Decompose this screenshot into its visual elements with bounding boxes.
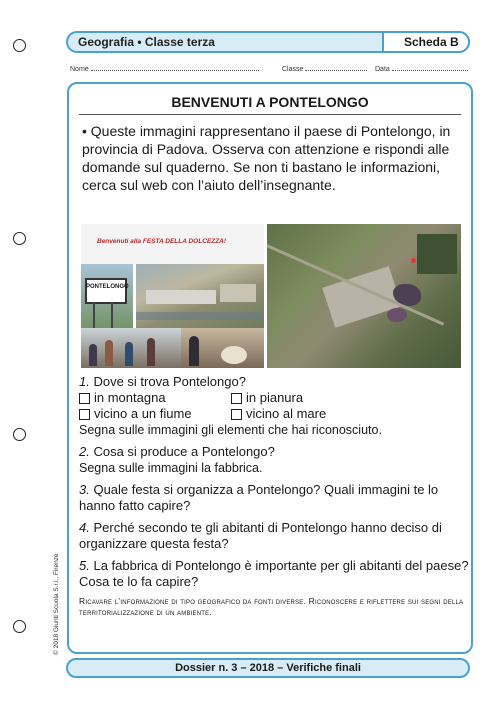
copyright-note: © 2018 Giunti Scuola S.r.l., Firenze bbox=[53, 553, 60, 655]
question-1-options-row-2 bbox=[79, 406, 469, 422]
option-montagna[interactable] bbox=[79, 390, 231, 406]
checkbox-mare[interactable] bbox=[231, 409, 242, 420]
intro-text: • Queste immagini rappresentano il paese di Pontelongo, in provincia di Padova. Osserva con attenzione e rispondi alle domande sul quaderno. Se non ti bastano le informazioni, cerca sul web con l’aiuto dell’insegnante. bbox=[82, 123, 451, 193]
question-1-options-row-1 bbox=[79, 390, 469, 406]
question-5: 5. La fabbrica di Pontelongo è importante per gli abitanti del paese? Cosa te lo fa capire? bbox=[79, 558, 469, 589]
header-bar bbox=[66, 31, 470, 53]
class-field[interactable] bbox=[282, 66, 367, 73]
learning-objective: Ricavare l’informazione di tipo geografico da fonti diverse. Riconoscere e riflettere sui segni della territorializzazione di un ambiente. bbox=[79, 596, 464, 617]
binder-hole-4 bbox=[13, 620, 26, 633]
class-label: Classe bbox=[282, 66, 304, 73]
town-sign-text: PONTELONGO bbox=[86, 284, 129, 290]
checkbox-fiume[interactable] bbox=[79, 409, 90, 420]
subject-label: Geografia • Classe terza bbox=[78, 35, 215, 49]
question-1-hint: Segna sulle immagini gli elementi che hai riconosciuto. bbox=[79, 423, 382, 437]
option-mare-label: vicino al mare bbox=[246, 406, 327, 421]
festival-crowd-photo bbox=[81, 328, 181, 368]
date-label: Data bbox=[375, 66, 390, 73]
option-pianura-label: in pianura bbox=[246, 390, 304, 405]
festa-banner-text: Benvenuti alla FESTA DELLA DOLCEZZA! bbox=[97, 238, 227, 245]
question-4: 4. Perché secondo te gli abitanti di Pontelongo hanno deciso di organizzare questa festa? bbox=[79, 520, 442, 551]
date-field[interactable] bbox=[375, 66, 468, 73]
aerial-town-photo bbox=[136, 264, 264, 328]
question-2: 2. Cosa si produce a Pontelongo? bbox=[79, 444, 275, 459]
question-2-hint: Segna sulle immagini la fabbrica. bbox=[79, 461, 263, 475]
footer-text: Dossier n. 3 – 2018 – Verifiche finali bbox=[175, 662, 361, 674]
binder-hole-1 bbox=[13, 39, 26, 52]
worksheet-panel bbox=[67, 82, 473, 654]
sheet-label: Scheda B bbox=[404, 35, 459, 49]
binder-hole-2 bbox=[13, 232, 26, 245]
satellite-map-photo bbox=[267, 224, 461, 368]
worksheet-title: BENVENUTI A PONTELONGO bbox=[171, 94, 369, 110]
option-pianura[interactable] bbox=[231, 390, 383, 406]
name-label: Nome bbox=[70, 66, 89, 73]
festa-banner-image bbox=[81, 224, 264, 264]
option-mare[interactable] bbox=[231, 406, 383, 422]
question-3: 3. Quale festa si organizza a Pontelongo? Quali immagini te lo hanno fatto capire? bbox=[79, 482, 439, 513]
binder-hole-3 bbox=[13, 428, 26, 441]
checkbox-montagna[interactable] bbox=[79, 393, 90, 404]
town-sign-photo bbox=[81, 264, 133, 334]
market-stall-photo bbox=[181, 328, 264, 368]
checkbox-pianura[interactable] bbox=[231, 393, 242, 404]
option-fiume-label: vicino a un fiume bbox=[94, 406, 192, 421]
sheet-tab bbox=[382, 31, 470, 53]
name-field[interactable] bbox=[70, 66, 259, 73]
question-1: 1. Dove si trova Pontelongo? bbox=[79, 374, 246, 389]
photo-collage bbox=[81, 224, 461, 371]
questions-list bbox=[79, 374, 469, 618]
option-montagna-label: in montagna bbox=[94, 390, 166, 405]
option-fiume[interactable] bbox=[79, 406, 231, 422]
footer-bar bbox=[66, 658, 470, 678]
title-divider bbox=[79, 114, 461, 115]
